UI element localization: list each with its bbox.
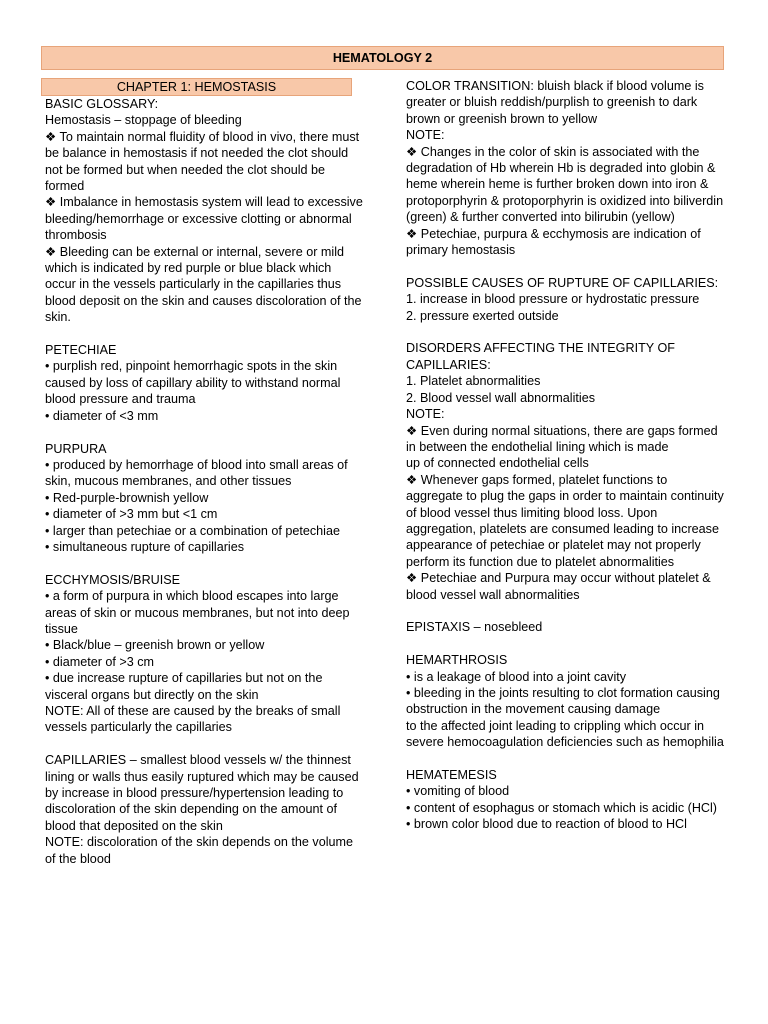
paragraph-gap xyxy=(45,424,365,440)
text-line: • purplish red, pinpoint hemorrhagic spots in the skin caused by loss of capillary ability to withstand normal blood pressure and trauma xyxy=(45,359,341,407)
left-column-text xyxy=(45,96,365,867)
text-line: • a form of purpura in which blood escapes into large areas of skin or mucous membranes, but not into deep tissue xyxy=(45,589,350,636)
text-line: NOTE: All of these are caused by the breaks of small vessels particularly the capillaries xyxy=(45,703,341,735)
paragraph-gap xyxy=(406,636,726,652)
text-line: PURPURA xyxy=(45,441,107,456)
text-line: NOTE: discoloration of the skin depends on the volume of the blood xyxy=(45,835,354,866)
text-line: ❖ Even during normal situations, there are gaps formed in between the endothelial lining which is made xyxy=(406,423,718,454)
text-line: • simultaneous rupture of capillaries xyxy=(45,539,245,554)
text-line: Hemostasis – stoppage of bleeding xyxy=(45,113,242,128)
paragraph-gap xyxy=(45,736,365,752)
text-line: • diameter of >3 mm but <1 cm xyxy=(45,507,218,522)
text-line: DISORDERS AFFECTING THE INTEGRITY OF CAPILLARIES: xyxy=(406,341,675,372)
chapter-heading: CHAPTER 1: HEMOSTASIS xyxy=(41,78,352,96)
text-line: • content of esophagus or stomach which is acidic (HCl) xyxy=(406,800,717,815)
text-line: • larger than petechiae or a combination of petechiae xyxy=(45,523,340,538)
text-line: POSSIBLE CAUSES OF RUPTURE OF CAPILLARIES: xyxy=(406,275,719,290)
text-line: • vomiting of blood xyxy=(406,784,510,799)
right-column-text xyxy=(406,78,726,833)
text-line: ❖ Petechiae and Purpura may occur without platelet & blood vessel wall abnormalities xyxy=(406,571,711,602)
text-line: up of connected endothelial cells xyxy=(406,456,589,471)
text-line: ❖ Petechiae, purpura & ecchymosis are indication of primary hemostasis xyxy=(406,226,701,258)
paragraph-gap xyxy=(406,258,726,274)
text-line: • diameter of >3 cm xyxy=(45,654,155,669)
right-column xyxy=(406,78,726,833)
text-line: 2. pressure exerted outside xyxy=(406,308,559,323)
text-line: ❖ To maintain normal fluidity of blood in vivo, there must be balance in hemostasis if not needed the clot should not be formed but when needed the clot should be formed xyxy=(45,129,360,194)
text-line: HEMARTHROSIS xyxy=(406,653,508,668)
paragraph-gap xyxy=(406,751,726,767)
text-line: ❖ Imbalance in hemostasis system will lead to excessive bleeding/hemorrhage or excessive clotting or abnormal thrombosis xyxy=(45,195,363,243)
text-line: NOTE: xyxy=(406,128,445,143)
text-line: 1. Platelet abnormalities xyxy=(406,374,541,389)
paragraph-gap xyxy=(406,324,726,340)
text-line: EPISTAXIS – nosebleed xyxy=(406,620,543,635)
text-line: ❖ Changes in the color of skin is associated with the degradation of Hb wherein Hb is degraded into globin & heme wherein heme is further broken down into iron & protoporphyrin & protoporphyrin is oxidized into biliverdin (green) & further converted into bilirubin (yellow) xyxy=(406,144,724,225)
text-line: • bleeding in the joints resulting to clot formation causing obstruction in the movement causing damage xyxy=(406,685,720,717)
text-line: ❖ Bleeding can be external or internal, severe or mild which is indicated by red purple or blue black which occur in the vessels particularly in the capillaries thus blood deposit on the skin and causes discoloration of the skin. xyxy=(45,244,362,325)
text-line: ❖ Whenever gaps formed, platelet functions to aggregate to plug the gaps in order to maintain continuity of blood vessel thus limiting blood loss. Upon aggregation, platelets are consumed leading to increase appearance of petechiae or platelet may not properly perform its function due to platelet abnormalities xyxy=(406,472,724,569)
text-line: ECCHYMOSIS/BRUISE xyxy=(45,572,181,587)
text-line: HEMATEMESIS xyxy=(406,767,497,782)
text-line: • Black/blue – greenish brown or yellow xyxy=(45,638,265,653)
left-column xyxy=(45,78,365,867)
text-line: BASIC GLOSSARY: xyxy=(45,97,159,111)
text-line: PETECHIAE xyxy=(45,343,117,358)
paragraph-gap xyxy=(45,326,365,342)
text-line: • diameter of <3 mm xyxy=(45,408,159,423)
text-line: • produced by hemorrhage of blood into small areas of skin, mucous membranes, and other tissues xyxy=(45,457,348,489)
text-line: • Red-purple-brownish yellow xyxy=(45,490,209,505)
text-line: COLOR TRANSITION: bluish black if blood volume is greater or bluish reddish/purplish to greenish to dark brown or greenish brown to yellow xyxy=(406,79,704,126)
paragraph-gap xyxy=(406,603,726,619)
text-line: • is a leakage of blood into a joint cavity xyxy=(406,669,627,684)
text-line: CAPILLARIES – smallest blood vessels w/ the thinnest lining or walls thus easily ruptured which may be caused by increase in blood pressure/hypertension leading to discoloration of the skin depending on the amount of blood that deposited on the skin xyxy=(45,753,359,833)
text-line: 2. Blood vessel wall abnormalities xyxy=(406,390,595,405)
paragraph-gap xyxy=(45,555,365,571)
text-line: NOTE: xyxy=(406,407,445,422)
text-line: • due increase rupture of capillaries but not on the visceral organs but directly on the skin xyxy=(45,671,323,702)
text-line: to the affected joint leading to crippling which occur in severe hemocoagulation deficiencies such as hemophilia xyxy=(406,718,724,750)
text-line: • brown color blood due to reaction of blood to HCl xyxy=(406,817,687,832)
text-line: 1. increase in blood pressure or hydrostatic pressure xyxy=(406,292,700,307)
page-title: HEMATOLOGY 2 xyxy=(41,46,724,70)
